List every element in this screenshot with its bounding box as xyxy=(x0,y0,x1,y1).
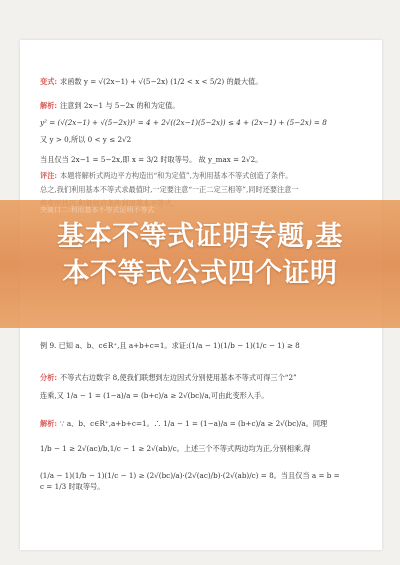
faded-section-heading: 突破口二:利用基本不等式证明不等式 xyxy=(40,206,155,214)
solution-2-label: 解析: xyxy=(40,419,58,428)
variant-label: 变式: xyxy=(40,77,58,86)
solution-2-line-2: 1/b − 1 ≥ 2√(ac)/b,1/c − 1 ≥ 2√(ab)/c。上述三个不等式两边均为正,分别相乘,得 xyxy=(40,444,311,453)
solution-line-3: 又 y > 0,所以 0 < y ≤ 2√2 xyxy=(40,135,132,144)
variant-text: 求函数 y = √(2x−1) + √(5−2x) (1/2 < x < 5/2) 的最大值。 xyxy=(60,77,263,86)
example-9 xyxy=(40,340,345,351)
comment-line-2: 总之,我们利用基本不等式求最值时,一定要注意“一正二定三相等”,同时还要注意一 xyxy=(40,185,299,194)
solution-line-2: y² = (√(2x−1) + √(5−2x))² = 4 + 2√((2x−1)(5−2x)) ≤ 4 + (2x−1) + (5−2x) = 8 xyxy=(40,118,327,127)
analysis-line-1: 不等式右边数字 8,使我们联想到左边因式分别使用基本不等式可得三个“2” xyxy=(60,373,297,382)
solution-1 xyxy=(40,100,345,165)
problem-variant xyxy=(40,76,345,87)
solution-line-4: 当且仅当 2x−1 = 5−2x,即 x = 3/2 时取等号。 故 y_max = 2√2。 xyxy=(40,155,263,164)
comment-label: 评注: xyxy=(40,171,58,180)
solution-2-line-3: (1/a − 1)(1/b − 1)(1/c − 1) ≥ (2√(bc)/a)·(2√(ac)/b)·(2√(ab)/c) = 8。当且仅当 a = b = c = 1/3 时取等号。 xyxy=(40,471,340,491)
comment-line-1: 本题将解析式两边平方构造出“和为定值”,为利用基本不等式创造了条件。 xyxy=(60,171,293,180)
analysis-line-2: 连乘,又 1/a − 1 = (1−a)/a = (b+c)/a ≥ 2√(bc)/a,可由此变形入手。 xyxy=(40,391,269,400)
banner-title-line-1: 基本不等式证明专题,基 xyxy=(57,221,343,252)
solution-2 xyxy=(40,418,345,492)
solution-label: 解析: xyxy=(40,101,58,110)
banner-title-line-2: 本不等式公式四个证明 xyxy=(62,258,338,289)
solution-2-line-1: ∵ a、b、c∈R⁺,a+b+c=1。∴ 1/a − 1 = (1−a)/a = (b+c)/a ≥ 2√(bc)/a。同理 xyxy=(60,419,328,428)
banner-title xyxy=(0,218,400,292)
analysis-block xyxy=(40,372,345,401)
example-9-text: 例 9. 已知 a、b、c∈R⁺,且 a+b+c=1。求证:(1/a − 1)(1/b − 1)(1/c − 1) ≥ 8 xyxy=(40,341,300,350)
analysis-label: 分析: xyxy=(40,373,58,382)
solution-line-1: 注意到 2x−1 与 5−2x 的和为定值。 xyxy=(60,101,180,110)
